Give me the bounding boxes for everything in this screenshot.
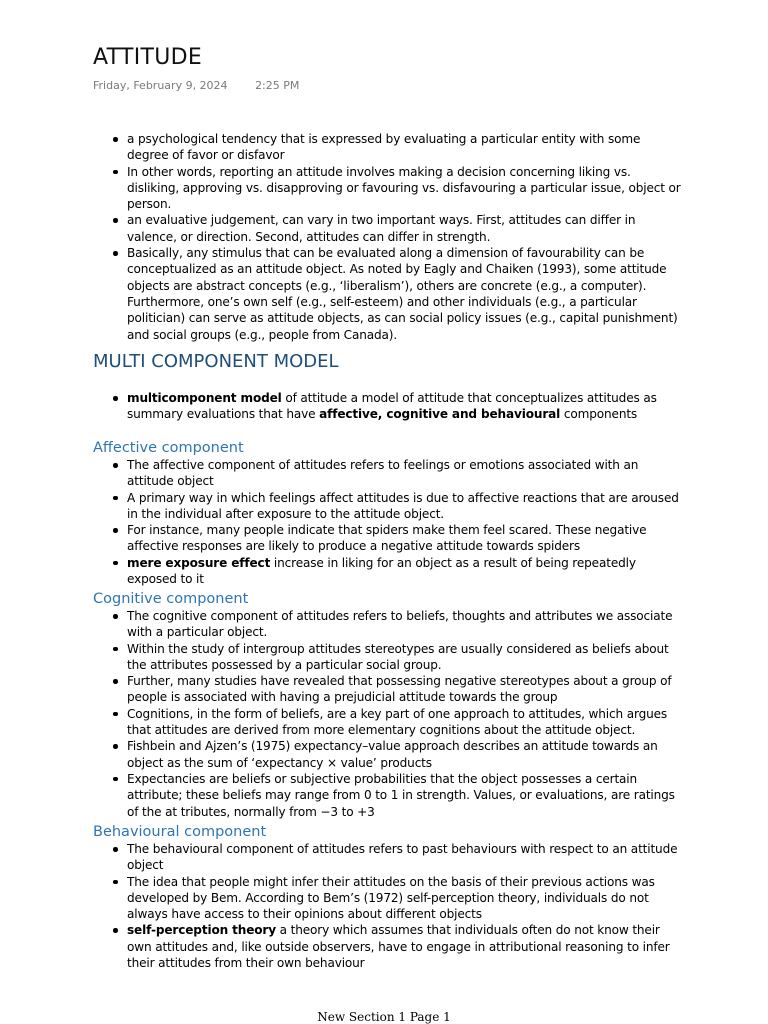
page-time: 2:25 PM <box>255 79 300 92</box>
list-item: The cognitive component of attitudes refers to beliefs, thoughts and attributes we associate with a particular object. <box>127 608 683 641</box>
list-item <box>127 390 683 423</box>
list-item-text: a theory which assumes that individuals often do not know their own attitudes and, like outside observers, have to engage in attributional reasoning to infer their attitudes from their own behaviour <box>127 923 670 971</box>
list-item-text: of attitude a model of attitude that conceptualizes attitudes as summary evaluations that have <box>127 391 657 422</box>
page-footer: New Section 1 Page 1 <box>317 1010 451 1024</box>
list-item: Fishbein and Ajzen’s (1975) expectancy–value approach describes an attitude towards an object as the sum of ‘expectancy × value’ products <box>127 738 683 771</box>
multi-component-list <box>93 390 683 423</box>
subsection-heading: Cognitive component <box>93 591 249 607</box>
list-item: an evaluative judgement, can vary in two important ways. First, attitudes can differ in valence, or direction. Second, attitudes can differ in strength. <box>127 212 683 245</box>
affective-list <box>93 457 683 587</box>
list-item: A primary way in which feelings affect attitudes is due to affective reactions that are aroused in the individual after exposure to the attitude object. <box>127 490 683 523</box>
page-date: Friday, February 9, 2024 <box>93 79 228 92</box>
list-item: Cognitions, in the form of beliefs, are a key part of one approach to attitudes, which argues that attitudes are derived from more elementary cognitions about the attitude object. <box>127 706 683 739</box>
list-item <box>127 555 683 588</box>
term-components: affective, cognitive and behavioural <box>319 407 561 422</box>
behavioural-section <box>93 824 683 971</box>
list-item: The behavioural component of attitudes refers to past behaviours with respect to an attitude object <box>127 841 683 874</box>
list-item: Basically, any stimulus that can be evaluated along a dimension of favourability can be conceptualized as an attitude object. As noted by Eagly and Chaiken (1993), some attitude objects are abstract concepts (e.g., ‘liberalism’), others are concrete (e.g., a computer). Furthermore, one’s own self (e.g., self-esteem) and other individuals (e.g., a particular politician) can serve as attitude objects, as can social policy issues (e.g., capital punishment) and social groups (e.g., people from Canada). <box>127 245 683 343</box>
list-item: The affective component of attitudes refers to feelings or emotions associated with an attitude object <box>127 457 683 490</box>
page-title: ATTITUDE <box>93 45 203 70</box>
cognitive-list <box>93 608 683 820</box>
multi-component-section <box>93 351 683 372</box>
intro-section <box>93 131 683 343</box>
section-heading: MULTI COMPONENT MODEL <box>93 351 339 372</box>
list-item: The idea that people might infer their attitudes on the basis of their previous actions was developed by Bem. According to Bem’s (1972) self-perception theory, individuals do not always have access to their opinions about different objects <box>127 874 683 923</box>
multi-component-list-wrap <box>93 390 683 423</box>
list-item: For instance, many people indicate that spiders make them feel scared. These negative affective responses are likely to produce a negative attitude towards spiders <box>127 522 683 555</box>
subsection-heading: Behavioural component <box>93 824 267 840</box>
list-item-text: increase in liking for an object as a result of being repeatedly exposed to it <box>127 555 636 587</box>
list-item: Within the study of intergroup attitudes stereotypes are usually considered as beliefs about the attributes possessed by a particular social group. <box>127 641 683 674</box>
term-self-perception-theory: self-perception theory <box>127 923 276 938</box>
list-item: Further, many studies have revealed that possessing negative stereotypes about a group of people is associated with having a prejudicial attitude towards the group <box>127 673 683 706</box>
list-item: a psychological tendency that is expressed by evaluating a particular entity with some degree of favor or disfavor <box>127 131 683 164</box>
list-item-text: components <box>560 407 638 422</box>
term-multicomponent-model: multicomponent model <box>127 391 282 405</box>
cognitive-section <box>93 591 683 820</box>
affective-section <box>93 440 683 587</box>
page-meta <box>93 79 299 92</box>
list-item <box>127 922 683 971</box>
term-mere-exposure-effect: mere exposure effect <box>127 555 271 570</box>
behavioural-list <box>93 841 683 971</box>
list-item: Expectancies are beliefs or subjective probabilities that the object possesses a certain attribute; these beliefs may range from 0 to 1 in strength. Values, or evaluations, are ratings of the at tributes, normally from −3 to +3 <box>127 771 683 820</box>
intro-list <box>93 131 683 343</box>
list-item: In other words, reporting an attitude involves making a decision concerning liking vs. disliking, approving vs. disapproving or favouring vs. disfavouring a particular issue, object or person. <box>127 164 683 213</box>
subsection-heading: Affective component <box>93 440 244 456</box>
